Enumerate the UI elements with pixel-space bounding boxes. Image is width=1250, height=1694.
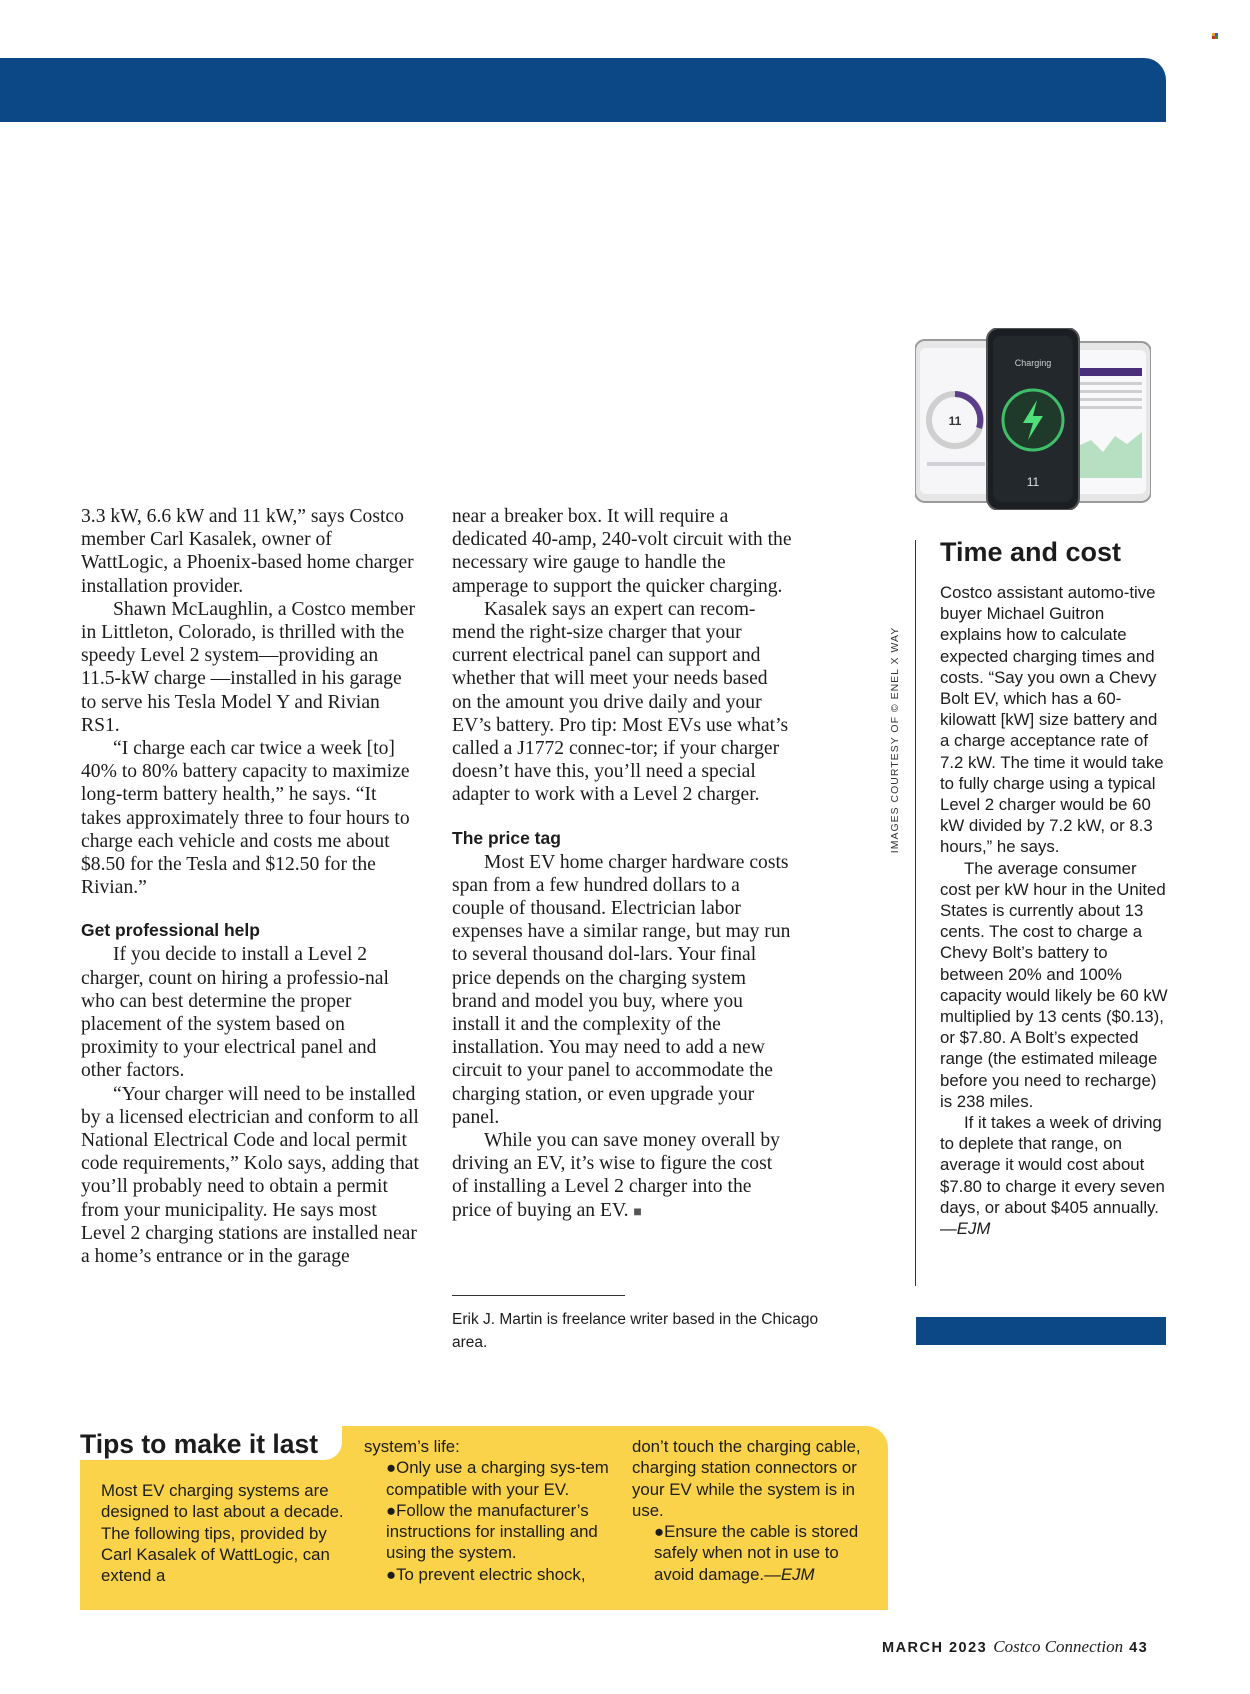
page-footer — [882, 1637, 1148, 1657]
tip-item: ●Only use a charging sys-tem compatible with your EV. — [386, 1458, 609, 1499]
author-initials: —EJM — [764, 1564, 815, 1584]
subheading-price-tag: The price tag — [452, 827, 561, 848]
tips-column-2 — [364, 1436, 614, 1585]
tips-lead: system’s life: — [364, 1437, 460, 1456]
paragraph: “Your charger will need to be installed by a licensed electrician and conform to all National Electrical Code and local permit code requirements,” Kolo says, adding that you’ll probably need to obtain a permit from your municipality. He says most Level 2 charging stations are installed near a home’s entrance or in the garage — [81, 1083, 419, 1268]
phone-center-value: 11 — [1026, 475, 1040, 489]
issue-date: MARCH 2023 — [882, 1640, 988, 1656]
author-initials: —EJM — [940, 1219, 991, 1239]
tips-column-1 — [101, 1480, 345, 1586]
time-and-cost-sidebar — [940, 536, 1170, 1239]
paragraph: Most EV home charger hardware costs span from a few hundred dollars to a couple of thousand. Electrician labor expenses have a similar range, but may run to several thousand dol-lars. Your final price depends on the charging system brand and model you buy, where you install it and the complexity of the installation. You may need to add a new circuit to your panel to accommodate the charging station, or even upgrade your panel. — [452, 851, 791, 1128]
paragraph: “I charge each car twice a week [to] 40% to 80% battery capacity to maximize long-term battery health,” he says. “It takes approximately three to four hours to charge each vehicle and costs me about $8.50 for the Tesla and $12.50 for the Rivian.” — [81, 738, 410, 899]
tip-item: ●Ensure the cable is stored safely when not in use to avoid damage.—EJM — [654, 1522, 859, 1584]
tips-column-3 — [632, 1436, 868, 1585]
magazine-name: Costco Connection — [993, 1637, 1124, 1656]
paragraph: If you decide to install a Level 2 charger, count on hiring a professio-nal who can best determine the proper placement of the system based on proximity to your electrical panel and other factors. — [81, 944, 389, 1082]
header-color-band — [0, 58, 1166, 122]
article-column-2 — [452, 505, 792, 1224]
sidebar-paragraph: Costco assistant automo-tive buyer Michael Guitron explains how to calculate expected charging times and costs. “Say you own a Chevy Bolt EV, which has a 60-kilowatt [kW] size battery and a charge acceptance rate of 7.2 kW. The time it would take to fully charge using a typical Level 2 charger would be 60 kW divided by 7.2 kW, or 8.3 hours,” he says. — [940, 583, 1164, 857]
bullet-icon: ● — [654, 1522, 665, 1542]
tip-item: ●To prevent electric shock, — [386, 1564, 586, 1584]
bullet-icon: ● — [386, 1564, 397, 1584]
bullet-icon: ● — [386, 1458, 397, 1478]
bullet-icon: ● — [386, 1500, 397, 1520]
tip-item-continued: don’t touch the charging cable, charging station connectors or your EV while the system is in use. — [632, 1437, 861, 1520]
sidebar-divider — [915, 540, 916, 1286]
end-mark-icon: ■ — [633, 1204, 642, 1220]
phone-center-label: Charging — [1014, 358, 1052, 368]
paragraph: Kasalek says an expert can recom-mend the right-size charger that your current electrical panel can support and whether that will meet your needs based on the amount you drive daily and your EV’s battery. Pro tip: Most EVs use what’s called a J1772 connec-tor; if your charger doesn’t have this, you’ll need a special adapter to work with a Level 2 charger. — [452, 598, 789, 806]
charging-app-phones-image — [915, 328, 1151, 510]
subheading-professional-help: Get professional help — [81, 920, 260, 941]
page-number: 43 — [1129, 1640, 1149, 1656]
tip-item: ●Follow the manufacturer’s instructions for installing and using the system. — [386, 1500, 598, 1563]
paragraph: near a breaker box. It will require a dedicated 40-amp, 240-volt circuit with the necessary wire gauge to handle the amperage to support the quicker charging. — [452, 506, 792, 597]
article-column-1 — [81, 505, 421, 1268]
paragraph: 3.3 kW, 6.6 kW and 11 kW,” says Costco member Carl Kasalek, owner of WattLogic, a Phoenix-based home charger installation provider. — [81, 506, 414, 597]
registration-mark-icon — [1212, 33, 1218, 39]
divider — [452, 1295, 625, 1296]
tips-title: Tips to make it last — [80, 1429, 319, 1459]
author-bio: Erik J. Martin is freelance writer based in the Chicago area. — [452, 1311, 819, 1351]
paragraph: Shawn McLaughlin, a Costco member in Littleton, Colorado, is thrilled with the speedy Level 2 system—providing an 11.5-kW charge —installed in his garage to serve his Tesla Model Y and Rivian RS1. — [81, 598, 416, 736]
sidebar-paragraph: If it takes a week of driving to deplete that range, on average it would cost about $7.80 to charge it every seven days, or about $405 annually.—EJM — [940, 1113, 1165, 1239]
sidebar-color-block — [916, 1317, 1166, 1345]
image-credit: IMAGES COURTESY OF © ENEL X WAY — [889, 626, 901, 854]
sidebar-title: Time and cost — [940, 537, 1122, 567]
tips-intro: Most EV charging systems are designed to last about a decade. The following tips, provided by Carl Kasalek of WattLogic, can extend a — [101, 1481, 344, 1586]
sidebar-paragraph: The average consumer cost per kW hour in the United States is currently about 13 cents. The cost to charge a Chevy Bolt’s battery to between 20% and 100% capacity would likely be 60 kW multiplied by 13 cents ($0.13), or $7.80. A Bolt’s expected range (the estimated mileage before you need to recharge) is 238 miles. — [940, 858, 1168, 1111]
phone-left-value: 11 — [948, 414, 962, 428]
paragraph: While you can save money overall by driving an EV, it’s wise to figure the cost of installing a Level 2 charger into the price of buying an EV. ■ — [452, 1130, 780, 1221]
